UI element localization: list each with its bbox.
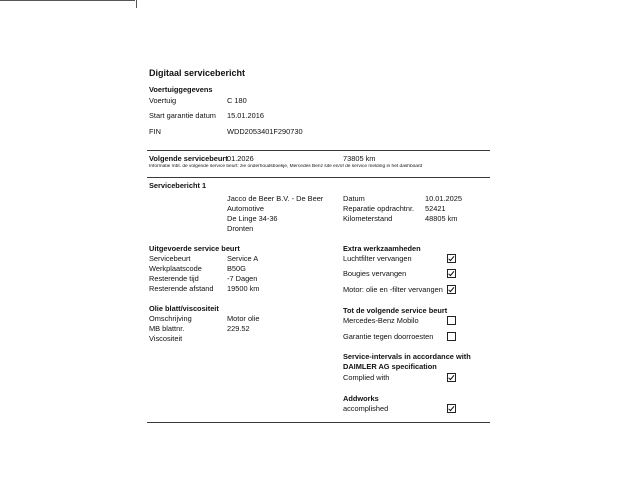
report-date-value: 10.01.2025 [425,193,462,203]
dealer-address: De Linge 34-36 [227,213,278,223]
dealer-city: Dronten [227,223,254,233]
spark-plugs-label: Bougies vervangen [343,268,407,278]
remaining-time-value: -7 Dagen [227,273,258,283]
oil-spec-value: 229.52 [227,323,250,333]
oil-filter-checkbox-icon [447,285,456,294]
complied-with-label: Complied with [343,372,390,382]
remaining-time-label: Resterende tijd [149,273,199,283]
oil-description-value: Motor olie [227,313,260,323]
spark-plugs-checkbox-icon [447,269,456,278]
vehicle-label: Voertuig [149,95,177,105]
vin-value: WDD2053401F290730 [227,126,303,136]
vehicle-heading: Voertuiggegevens [149,84,213,94]
next-service-note: Informatie mbt. de volgende service beurt: zie onderhoudsboekje, Mercedes Benz site en/of de service melding in het dashboard [149,164,423,169]
divider-bottom [147,422,490,423]
remaining-distance-value: 19500 km [227,283,260,293]
mobilo-checkbox-icon [447,316,456,325]
dealer-name-line: Jacco de Beer B.V. - De Beer [227,193,324,203]
viscosity-label: Viscositeit [149,333,183,343]
performed-service-heading: Uitgevoerde service beurt [149,243,240,253]
addworks-heading: Addworks [343,393,379,403]
next-service-label: Volgende servicebeurt [149,153,228,163]
page-edge-line [0,0,135,1]
page-title: Digitaal servicebericht [149,68,246,78]
divider-top [147,150,490,151]
accomplished-checkbox-icon [447,404,456,413]
air-filter-label: Luchtfilter vervangen [343,253,412,263]
oil-filter-label: Motor: olie en -filter vervangen [343,284,443,294]
oil-heading: Olie blatt/viscositeit [149,303,219,313]
service-intervals-heading: Service-intervals in accordance with [343,351,471,361]
divider-middle [147,177,490,178]
rust-warranty-checkbox-icon [447,332,456,341]
workshop-code-value: B50G [227,263,246,273]
next-service-distance: 73805 km [343,153,376,163]
mobilo-label: Mercedes-Benz Mobilo [343,315,419,325]
report-heading: Servicebericht 1 [149,180,207,190]
vin-label: FIN [149,126,161,136]
vehicle-value: C 180 [227,95,247,105]
dealer-name-line-2: Automotive [227,203,264,213]
warranty-start-value: 15.01.2016 [227,110,264,120]
page-edge-tick [136,0,137,8]
air-filter-checkbox-icon [447,254,456,263]
oil-spec-label: MB blattnr. [149,323,185,333]
repair-order-value: 52421 [425,203,446,213]
repair-order-label: Reparatie opdrachtnr. [343,203,415,213]
workshop-code-label: Werkplaatscode [149,263,202,273]
until-next-service-heading: Tot de volgende service beurt [343,305,448,315]
mileage-value: 48805 km [425,213,458,223]
next-service-date: 01.2026 [227,153,254,163]
extra-work-heading: Extra werkzaamheden [343,243,421,253]
complied-with-checkbox-icon [447,373,456,382]
rust-warranty-label: Garantie tegen doorroesten [343,331,434,341]
remaining-distance-label: Resterende afstand [149,283,214,293]
warranty-start-label: Start garantie datum [149,110,216,120]
oil-description-label: Omschrijving [149,313,192,323]
mileage-label: Kilometerstand [343,213,393,223]
accomplished-label: accomplished [343,403,389,413]
service-type-value: Service A [227,253,259,263]
service-intervals-heading-line-2: DAIMLER AG specification [343,361,437,371]
service-type-label: Servicebeurt [149,253,191,263]
report-date-label: Datum [343,193,365,203]
